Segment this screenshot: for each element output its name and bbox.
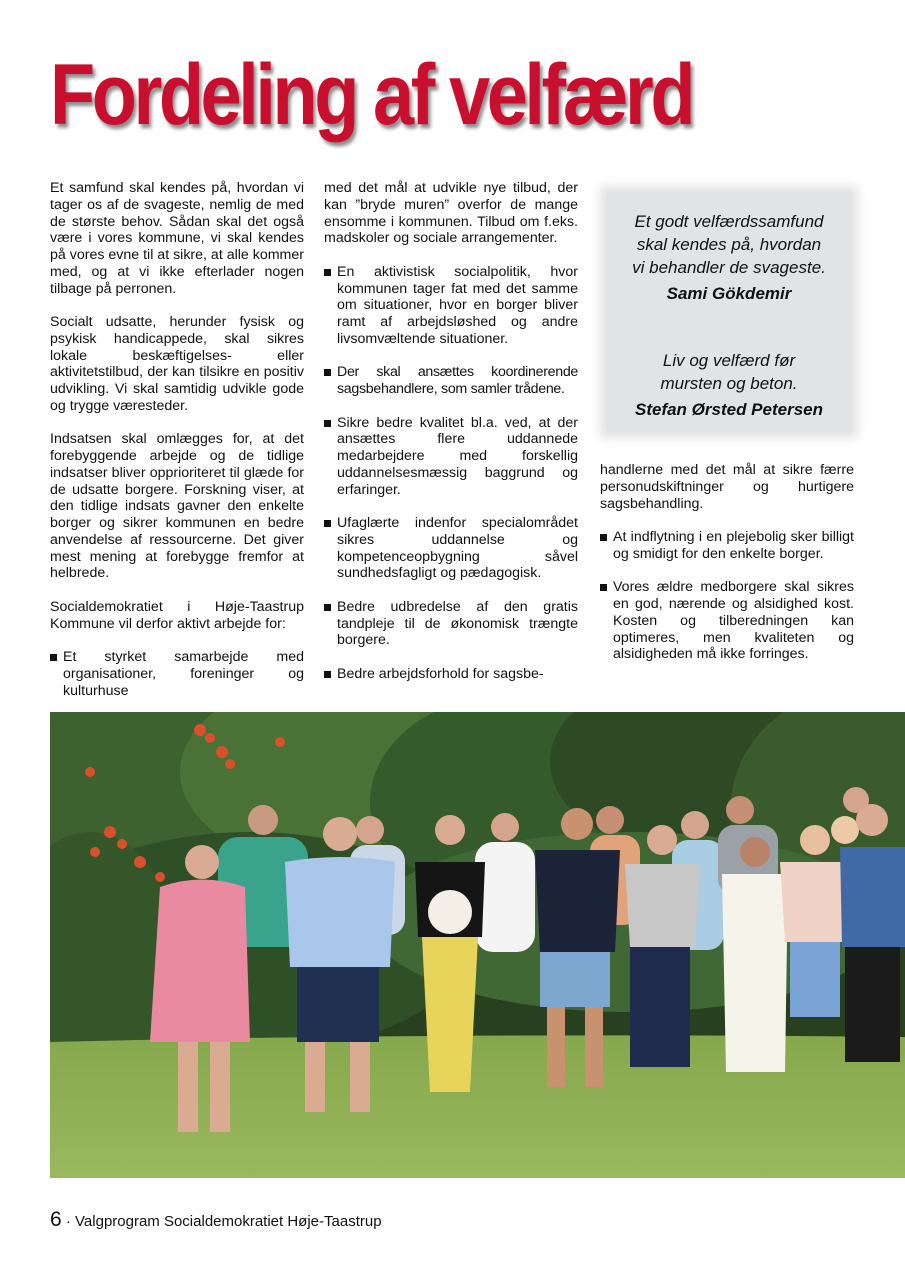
text-column-2 — [324, 180, 578, 699]
footer-separator: · — [65, 1213, 71, 1230]
quote-line: Et godt velfærdssamfund — [634, 212, 824, 231]
bullet-item: En aktivistisk socialpolitik, hvor kommunen tager fat med det samme om situationer, hvor en borger bliver ramt af arbejdsløshed og andre livsomvæltende situationer. — [324, 264, 578, 348]
page-footer — [50, 1208, 382, 1234]
quote-author-2: Stefan Ørsted Petersen — [634, 400, 823, 419]
text-column-3 — [600, 462, 854, 680]
group-photo-illustration — [50, 712, 905, 1178]
quote-box — [606, 192, 852, 432]
bullet-item: At indflytning i en plejebolig sker billigt og smidigt for den enkelte borger. — [600, 529, 854, 563]
text-column-1 — [50, 180, 304, 716]
paragraph: handlerne med det mål at sikre færre personudskiftninger og hurtigere sagsbehandling. — [600, 462, 854, 512]
bullet-item: Bedre udbredelse af den gratis tandpleje til de økonomisk trængte borgere. — [324, 599, 578, 649]
quote-text-1 — [606, 210, 852, 279]
quote-author-1: Sami Gökdemir — [666, 284, 792, 303]
bullet-item: Bedre arbejdsforhold for sagsbe- — [324, 666, 578, 683]
quote-text-2 — [606, 349, 852, 395]
group-photo — [50, 712, 905, 1178]
quote-line: Liv og velfærd før — [662, 351, 796, 370]
bullet-item: Der skal ansættes koordinerende sagsbehandlere, som samler trådene. — [324, 364, 578, 398]
quote-line: skal kendes på, hvordan — [636, 235, 822, 254]
paragraph: Socialdemokratiet i Høje-Taastrup Kommune vil derfor aktivt arbejde for: — [50, 598, 304, 632]
paragraph: med det mål at udvikle nye tilbud, der kan ”bryde muren” overfor de mange ensomme i kommunen. Tilbud om f.eks. madskoler og sociale arrangementer. — [324, 180, 578, 247]
paragraph: Indsatsen skal omlægges for, at det forebyggende arbejde og de tidlige indsatser bliver opprioriteret til glæde for de udsatte borgere. Forskning viser, at den tidlige indsats gavner den enkelte borger og sikrer kommunen en bedre anvendelse af ressourcerne. Det giver mest mening at forebygge fremfor at helbrede. — [50, 431, 304, 582]
quote-line: vi behandler de svageste. — [632, 258, 826, 277]
paragraph: Socialt udsatte, herunder fysisk og psykisk handicappede, skal sikres lokale beskæftigelses- eller aktivitetstilbud, der kan tilsikre en positiv udvikling. Vi skal samtidig udvikle gode og trygge væresteder. — [50, 314, 304, 414]
bullet-item: Vores ældre medborgere skal sikres en god, nærende og alsidighed kost. Kosten og tilberedningen kan optimeres, men kvaliteten og alsidigheden må ikke forringes. — [600, 579, 854, 663]
bullet-item: Et styrket samarbejde med organisationer, foreninger og kulturhuse — [50, 649, 304, 699]
page-title: Fordeling af velfærd — [50, 47, 693, 143]
quote-line: mursten og beton. — [660, 374, 798, 393]
page-number: 6 — [50, 1208, 62, 1231]
bullet-item: Ufaglærte indenfor specialområdet sikres uddannelse og kompetenceopbygning såvel sundhedsfagligt og pædagogisk. — [324, 515, 578, 582]
footer-text: Valgprogram Socialdemokratiet Høje-Taastrup — [75, 1213, 382, 1230]
bullet-item: Sikre bedre kvalitet bl.a. ved, at der ansættes flere uddannede medarbejdere med forskellig uddannelsesmæssig baggrund og erfaringer. — [324, 415, 578, 499]
paragraph: Et samfund skal kendes på, hvordan vi tager os af de svageste, nemlig de med de største behov. Sådan skal det også være i vores kommune, vi skal kendes på vores evne til at sikre, at alle kommer med, og at vi ikke efterlader nogen tilbage på perronen. — [50, 180, 304, 297]
